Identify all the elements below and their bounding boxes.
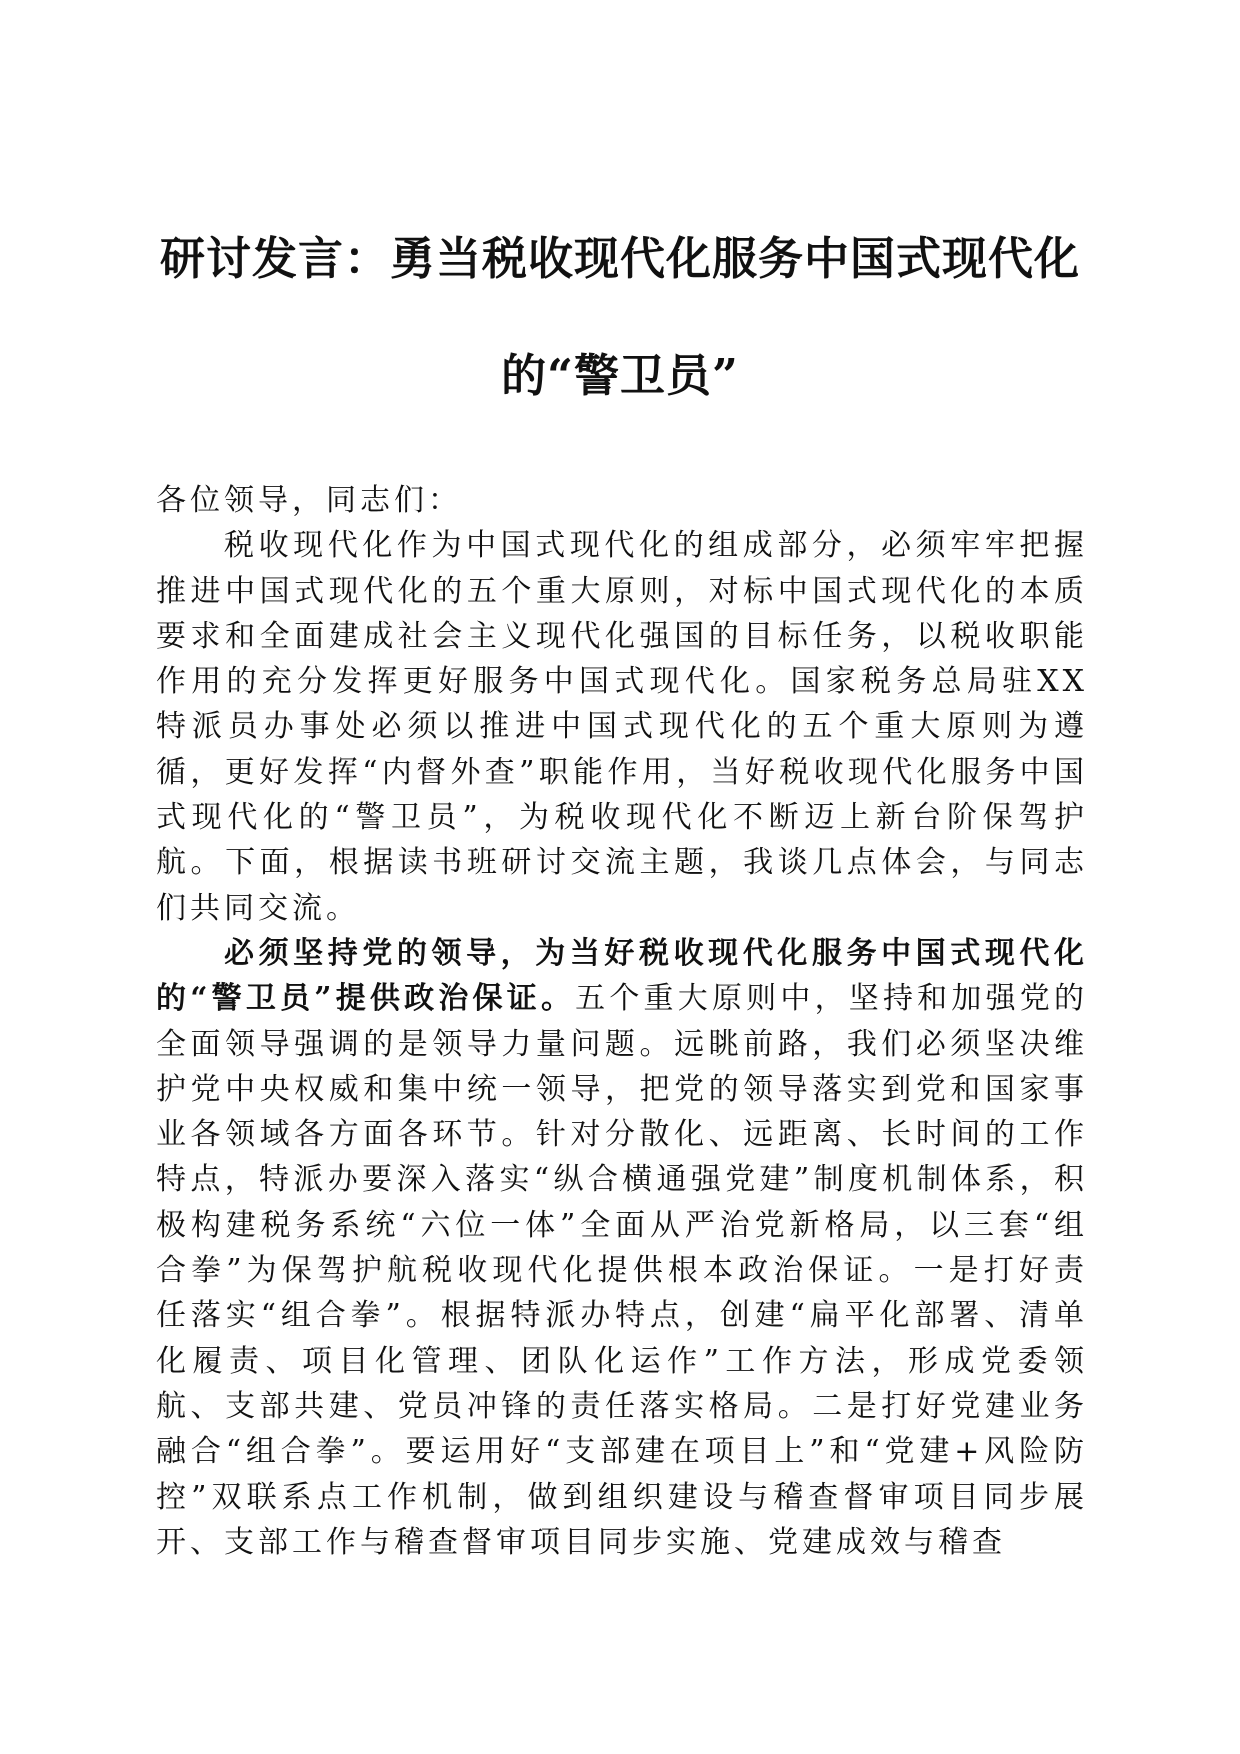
salutation: 各位领导，同志们： [156, 483, 462, 518]
document-body [156, 478, 1088, 1565]
document-title-line-1: 研讨发言：勇当税收现代化服务中国式现代化 [159, 232, 1080, 285]
paragraph-intro: 税收现代化作为中国式现代化的组成部分，必须牢牢把握推进中国式现代化的五个重大原则，对标中国式现代化的本质要求和全面建成社会主义现代化强国的目标任务，以税收职能作用的充分发挥更好服务中国式现代化。国家税务总局驻XX特派员办事处必须以推进中国式现代化的五个重大原则为遵循，更好发挥“内督外查”职能作用，当好税收现代化服务中国式现代化的“警卫员”，为税收现代化不断迈上新台阶保驾护航。下面，根据读书班研讨交流主题，我谈几点体会，与同志们共同交流。 [156, 528, 1088, 926]
paragraph-body-text: 五个重大原则中，坚持和加强党的全面领导强调的是领导力量问题。远眺前路，我们必须坚决维护党中央权威和集中统一领导，把党的领导落实到党和国家事业各领域各方面各环节。针对分散化、远距离、长时间的工作特点，特派办要深入落实“纵合横通强党建”制度机制体系，积极构建税务系统“六位一体”全面从严治党新格局，以三套“组合拳”为保驾护航税收现代化提供根本政治保证。一是打好责任落实“组合拳”。根据特派办特点，创建“扁平化部署、清单化履责、项目化管理、团队化运作”工作方法，形成党委领航、支部共建、党员冲锋的责任落实格局。二是打好党建业务融合“组合拳”。要运用好“支部建在项目上”和“党建+风险防控”双联系点工作机制，做到组织建设与稽查督审项目同步展开、支部工作与稽查督审项目同步实施、党建成效与稽查 [156, 981, 1088, 1560]
document-title-line-2: 的“警卫员” [501, 349, 739, 402]
paragraph-party-leadership [156, 931, 1088, 1565]
paragraph-lead-heading: 必须坚持党的领导，为当好税收现代化服务中国式现代化的“警卫员”提供政治保证。 [156, 935, 1088, 1017]
